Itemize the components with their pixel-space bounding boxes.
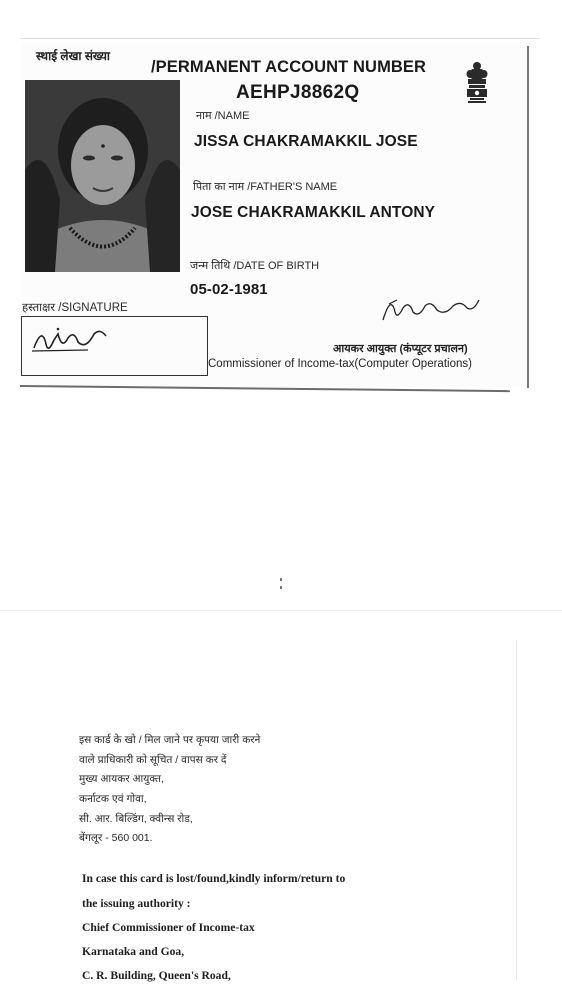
back-english-line: C. R. Building, Queen's Road, — [82, 969, 231, 982]
card-top-edge — [20, 38, 540, 39]
father-name-label: पिता का नाम /FATHER'S NAME — [193, 181, 338, 193]
national-emblem-icon — [462, 60, 492, 110]
father-name: JOSE CHAKRAMAKKIL ANTONY — [191, 204, 436, 221]
back-hindi-line: इस कार्ड के खो / मिल जाने पर कृपया जारी करने — [79, 734, 261, 746]
back-hindi-line: सी. आर. बिल्डिंग, क्वीन्स रोड, — [79, 813, 193, 825]
card-right-edge — [527, 46, 529, 388]
back-hindi-line: वाले प्राधिकारी को सूचित / वापस कर दें — [79, 754, 227, 766]
signature-label: हस्ताक्षर /SIGNATURE — [22, 302, 128, 314]
name-label: नाम /NAME — [196, 110, 250, 122]
back-hindi-line: कर्नाटक एवं गोवा, — [79, 793, 147, 805]
scan-speck — [280, 578, 282, 592]
commissioner-title-hindi: आयकर आयुक्त (कंप्यूटर प्रचालन) — [333, 343, 468, 355]
back-english-line: In case this card is lost/found,kindly inform/return to — [82, 872, 346, 885]
back-english-line: Karnataka and Goa, — [82, 945, 185, 958]
dob-label: जन्म तिथि /DATE OF BIRTH — [190, 260, 320, 272]
header-english: /PERMANENT ACCOUNT NUMBER — [151, 58, 427, 76]
holder-signature — [28, 320, 110, 358]
back-card-edge — [516, 640, 517, 980]
header-hindi: स्थाई लेखा संख्या — [36, 49, 111, 63]
pan-number: AEHPJ8862Q — [236, 82, 360, 103]
back-hindi-line: बेंगलूर - 560 001. — [79, 832, 153, 844]
back-english-line: Chief Commissioner of Income-tax — [82, 921, 255, 934]
commissioner-title-english: Commissioner of Income-tax(Computer Operations) — [208, 358, 472, 370]
holder-photo — [25, 80, 180, 272]
back-hindi-line: मुख्य आयकर आयुक्त, — [79, 773, 164, 785]
page-fold — [0, 610, 562, 611]
date-of-birth: 05-02-1981 — [190, 281, 268, 298]
holder-name: JISSA CHAKRAMAKKIL JOSE — [194, 133, 418, 150]
commissioner-signature — [375, 290, 485, 325]
back-english-line: the issuing authority : — [82, 897, 191, 910]
